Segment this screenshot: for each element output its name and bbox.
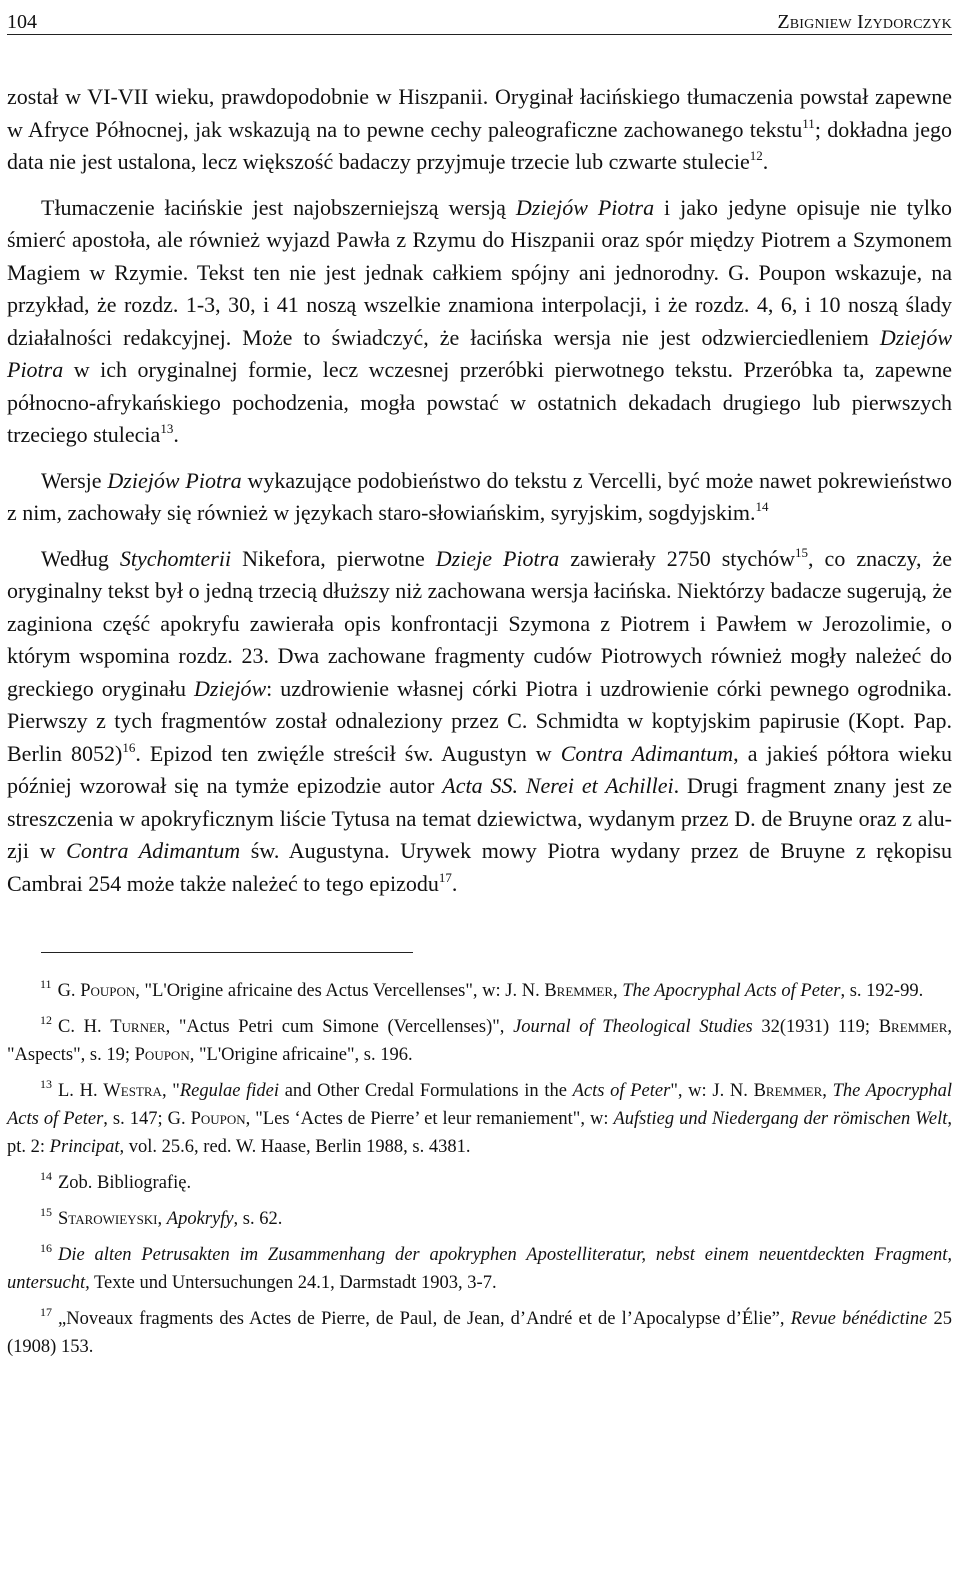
main-text xyxy=(7,81,952,900)
footnote-ref-12[interactable]: 12 xyxy=(749,148,763,163)
footnote-11: $^{11}$ G. Poupon, "L'Origine africaine des Actus Vercellenses", w: J. N. Bremmer, The Apocryphal Acts of Peter, s. 192-99. xyxy=(40,977,924,1001)
footnote-ref-16[interactable]: 16 xyxy=(122,739,136,755)
footnote-13: $^{13}$ L. H. Westra, "Regulae fidei and Other Credal Formulations in the Acts of Peter", w: J. N. Bremmer, The Apocryphal Acts of Peter, s. 147; G. Poupon, "Les ‘Actes de Pierre’ et leur remaniement", w: Aufstieg und Niedergang der römischen Welt, pt. 2: Principat, vol. 25.6, red. W. Haase, Berlin 1988, s. 4381. xyxy=(7,1077,953,1157)
paragraph-1: został w VI-VII wieku, prawdopodobnie w Hiszpanii. Oryginał łacińskiego tłumaczenia powstał zapewne w Afryce Północnej, jak wskazują na to pewne cechy paleograficzne zachowanego tekstu$^{11}$; dokładna jego data nie jest ustalona, lecz większość badaczy przyjmuje trzecie lub czwarte stulecie$^{12}$. xyxy=(7,84,952,174)
footnote-14: $^{14}$ Zob. Bibliografię. xyxy=(40,1169,192,1193)
footnote-ref-17[interactable]: 17 xyxy=(438,869,452,885)
footnotes xyxy=(7,977,952,1361)
footnote-ref-14[interactable]: 14 xyxy=(755,499,769,514)
footnote-ref-11[interactable]: 11 xyxy=(802,115,815,131)
paragraph-3: Wersje Dziejów Piotra wykazujące podobieństwo do tekstu z Vercelli, być może nawet pokrewieństwo z nim, zachowały się również w językach staro-słowiańskim, syryjskim, sogdyjskim.$^{14}$ xyxy=(7,467,952,525)
footnote-divider xyxy=(41,952,413,953)
footnote-17: $^{17}$ „Noveaux fragments des Actes de Pierre, de Paul, de Jean, d’André et de l’Apocalypse d’Élie”, Revue bénédictine 25 (1908) 153. xyxy=(7,1305,952,1357)
paragraph-4: Według Stychomterii Nikefora, pierwotne Dzieje Piotra zawierały 2750 stychów$^{15}$, co znaczy, że oryginalny tekst był o jedną trzecią dłuższy niż zachowana wersja łacińska. Niektórzy badacze sugerują, że zaginiona część apokryfu zawierała opis konfrontacji Szymona z Piotrem i Pawłem w Jerozolimie, o którym wspomina rozdz. 23. Dwa zachowane fragmenty cudów Piotrowych również mogły należeć do greckiego oryginału Dziejów: uzdrowienie własnej córki Piotra i uzdrowienie córki pewnego ogrodnika. Pierwszy z tych fragmentów został odnaleziony przez C. Schmidta w koptyjskim papirusie (Kopt. Pap. Berlin 8052)$^{16}$. Epizod ten zwięźle streścił św. Augustyn w Contra Adimantum, a jakieś półtora wieku później wzorował się na tymże epizodzie autor Acta SS. Nerei et Achillei. Drugi fragment znany jest ze streszczenia w apokryficznym liście Tytusa na temat dziewictwa, wydanym przez D. de Bruyne oraz z aluzji w Contra Adimantum św. Augustyna. Urywek mowy Piotra wydany przez de Bruyne z rękopisu Cambrai 254 może także należeć to tego epizodu$^{17}$. xyxy=(7,544,952,896)
running-head-author: Zbigniew Izydorczyk xyxy=(777,11,952,33)
paragraph-2: Tłumaczenie łacińskie jest najobszerniejszą wersją Dziejów Piotra i jako jedyne opisuje nie tylko śmierć apostoła, ale również wyjazd Pawła z Rzymu do Hiszpanii oraz spór między Piotrem a Szymonem Magiem w Rzymie. Tekst ten nie jest jednak całkiem spójny ani jednorodny. G. Poupon wskazuje, na przykład, że rozdz. 1-3, 30, i 41 noszą wszelkie znamiona interpolacji, i że rozdz. 4, 6, i 10 noszą ślady działalności redakcyjnej. Może to świadczyć, że łacińska wersja nie jest odzwierciedleniem Dziejów Piotra w ich oryginalnej formie, lecz wczesnej przeróbki pierwotnego tekstu. Przeróbka ta, zapewne północno-afrykańskiego pochodzenia, mogła powstać w ostatnich dekadach drugiego lub pierwszych trzeciego stulecia$^{13}$. xyxy=(7,194,952,447)
footnote-16: $^{16}$ Die alten Petrusakten im Zusammenhang der apokryphen Apostelliteratur, nebst einem neuentdeckten Fragment, untersucht, Texte und Untersuchungen 24.1, Darmstadt 1903, 3-7. xyxy=(7,1241,952,1293)
running-header xyxy=(7,0,952,35)
footnote-12: $^{12}$ C. H. Turner, "Actus Petri cum Simone (Vercellenses)", Journal of Theological Studies 32(1931) 119; Bremmer, "Aspects", s. 19; Poupon, "L'Origine africaine", s. 196. xyxy=(7,1013,953,1065)
footnote-ref-13[interactable]: 13 xyxy=(160,421,174,436)
footnote-15: $^{15}$ Starowieyski, Apokryfy, s. 62. xyxy=(40,1205,283,1229)
page-number: 104 xyxy=(7,11,37,33)
footnote-ref-15[interactable]: 15 xyxy=(795,544,809,560)
